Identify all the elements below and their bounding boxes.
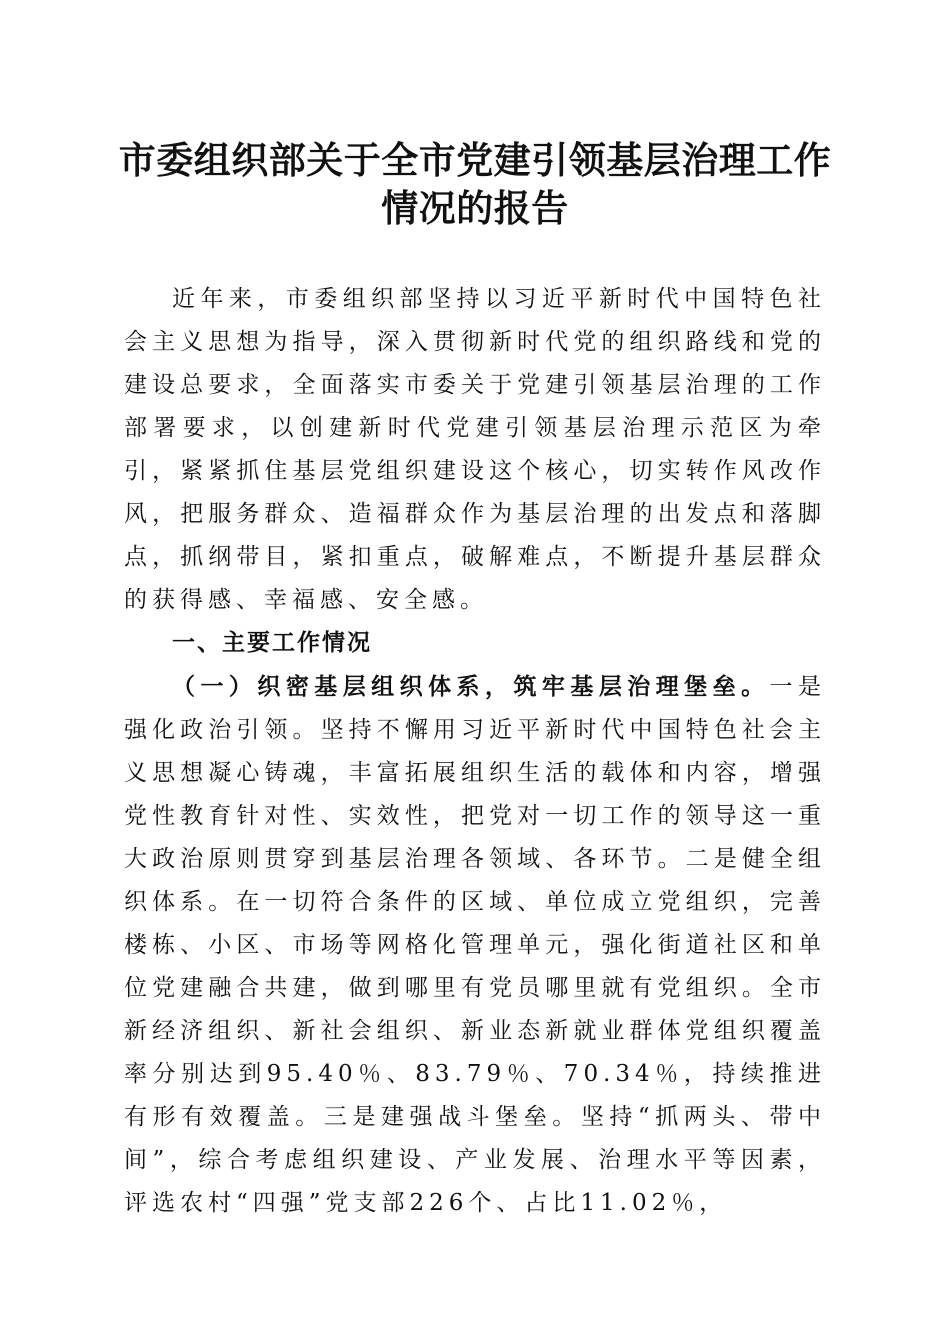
subsection-heading: （一）织密基层组织体系，筑牢基层治理堡垒。 <box>172 673 770 700</box>
section-heading-main-work: 一、主要工作情况 <box>172 630 372 656</box>
subsection-paragraph <box>124 665 826 1225</box>
intro-paragraph: 近年来，市委组织部坚持以习近平新时代中国特色社会主义思想为指导，深入贯彻新时代党的组织路线和党的建设总要求，全面落实市委关于党建引领基层治理的工作部署要求，以创建新时代党建引领基层治理示范区为牵引，紧紧抓住基层党组织建设这个核心，切实转作风改作风，把服务群众、造福群众作为基层治理的出发点和落脚点，抓纲带目，紧扣重点，破解难点，不断提升基层群众的获得感、幸福感、安全感。 <box>124 286 826 613</box>
document-body <box>124 278 826 1225</box>
subsection-body-text: 一是强化政治引领。坚持不懈用习近平新时代中国特色社会主义思想凝心铸魂，丰富拓展组织生活的载体和内容，增强党性教育针对性、实效性，把党对一切工作的领导这一重大政治原则贯穿到基层治理各领域、各环节。二是健全组织体系。在一切符合条件的区域、单位成立党组织，完善楼栋、小区、市场等网格化管理单元，强化街道社区和单位党建融合共建，做到哪里有党员哪里就有党组织。全市新经济组织、新社会组织、新业态新就业群体党组织覆盖率分别达到95.40％、83.79％、70.34％，持续推进有形有效覆盖。三是建强战斗堡垒。坚持“抓两头、带中间”，综合考虑组织建设、产业发展、治理水平等因素，评选农村“四强”党支部226个、占比11.02％， <box>124 674 827 1216</box>
document-title: 市委组织部关于全市党建引领基层治理工作情况的报告 <box>118 138 832 230</box>
